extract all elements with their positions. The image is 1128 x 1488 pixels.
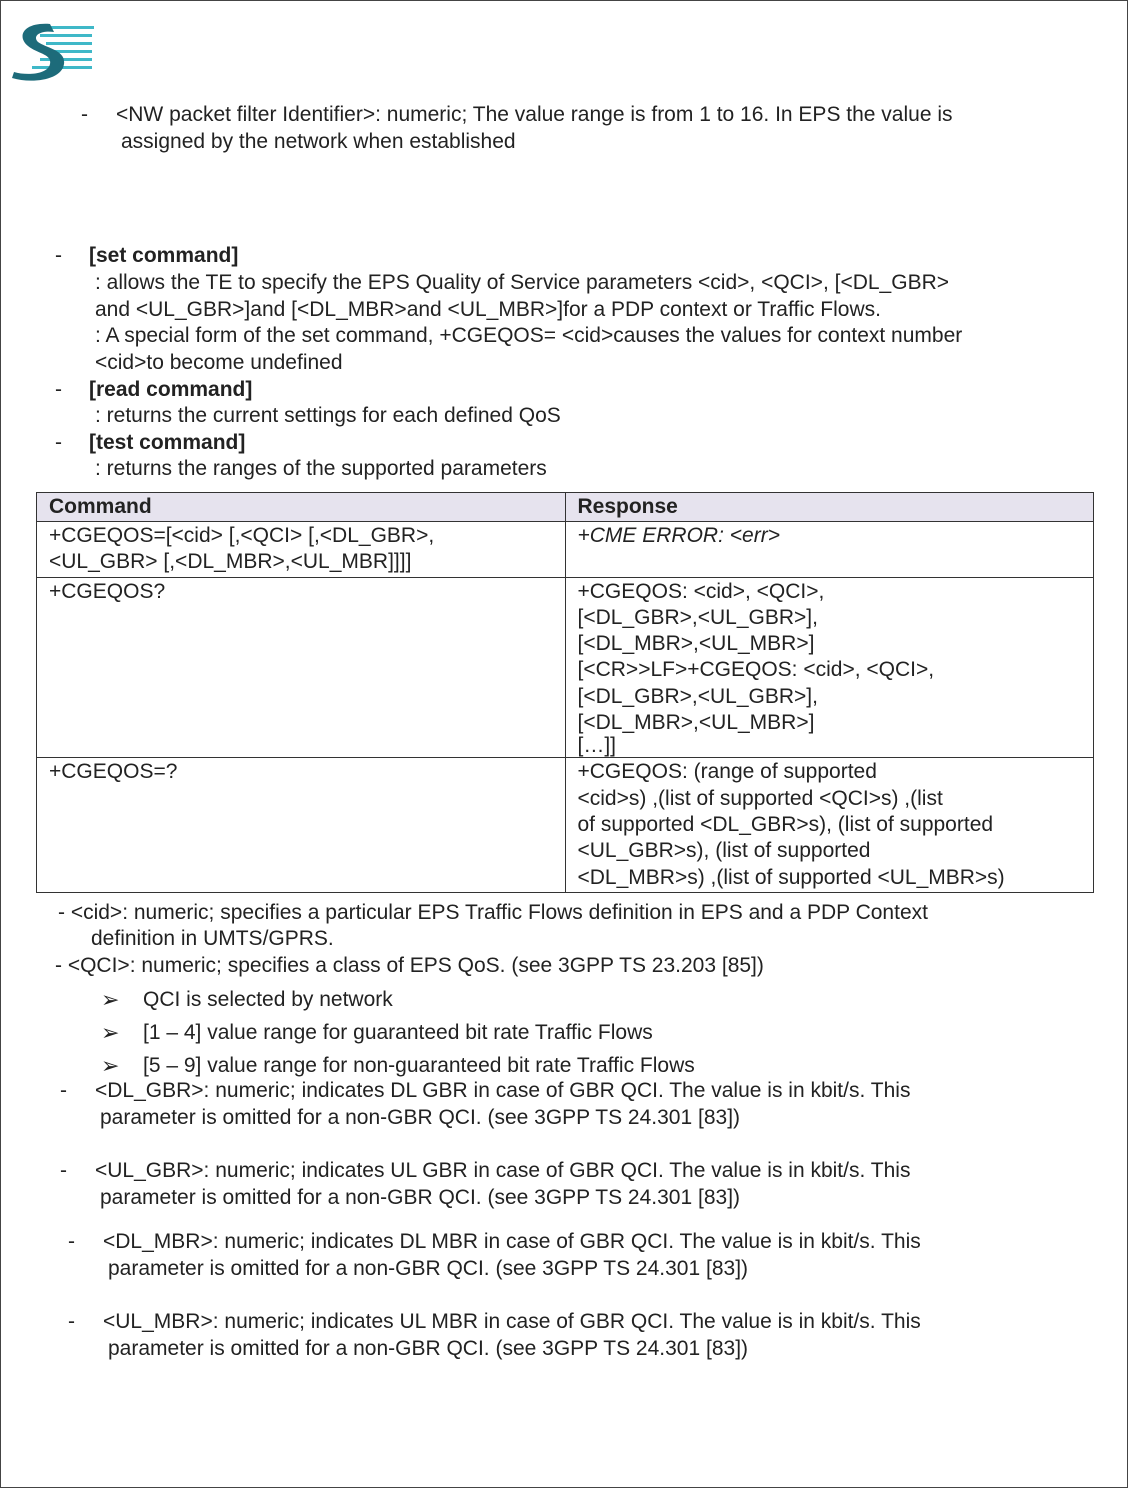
- read-command-line: : returns the current settings for each defined QoS: [95, 404, 561, 427]
- cell-line: +CGEQOS?: [49, 579, 166, 603]
- list-dash: -: [55, 431, 62, 454]
- arrow-bullet-icon: ➢: [101, 1020, 120, 1045]
- set-command-line-1: : allows the TE to specify the EPS Quality of Service parameters <cid>, <QCI>, [<DL_GBR>: [95, 271, 950, 294]
- list-dash: -: [68, 1310, 75, 1333]
- ul-gbr-line-1: <UL_GBR>: numeric; indicates UL GBR in case of GBR QCI. The value is in kbit/s. This: [95, 1159, 911, 1182]
- dl-mbr-line-2: parameter is omitted for a non-GBR QCI. (see 3GPP TS 24.301 [83]): [108, 1257, 749, 1280]
- list-dash: -: [60, 1079, 67, 1102]
- set-command-line-2: and <UL_GBR>]and [<DL_MBR>and <UL_MBR>]for a PDP context or Traffic Flows.: [95, 298, 881, 321]
- list-dash: -: [68, 1230, 75, 1253]
- cell-line: […]]: [577, 734, 617, 758]
- list-dash: -: [55, 378, 62, 401]
- table-row: [37, 522, 1094, 578]
- cell-line: [<DL_GBR>,<UL_GBR>],: [577, 605, 818, 629]
- test-command-line: : returns the ranges of the supported parameters: [95, 457, 547, 480]
- table-header-row: [37, 493, 1094, 522]
- cid-param-line-2: definition in UMTS/GPRS.: [91, 927, 334, 950]
- list-dash: -: [60, 1159, 67, 1182]
- company-s-logo-icon: [10, 20, 96, 88]
- header-command: Command: [37, 493, 566, 522]
- table-row: [37, 758, 1094, 892]
- command-cell: [37, 577, 566, 758]
- qci-bullet-2: [1 – 4] value range for guaranteed bit rate Traffic Flows: [143, 1021, 653, 1044]
- ul-mbr-line-2: parameter is omitted for a non-GBR QCI. (see 3GPP TS 24.301 [83]): [108, 1337, 749, 1360]
- set-command-line-4: <cid>to become undefined: [95, 351, 343, 374]
- dl-gbr-line-1: <DL_GBR>: numeric; indicates DL GBR in case of GBR QCI. The value is in kbit/s. This: [95, 1079, 911, 1102]
- cell-line: +CME ERROR: <err>: [577, 524, 780, 547]
- set-command-title: [set command]: [89, 244, 239, 267]
- cell-line: of supported <DL_GBR>s), (list of supported: [577, 812, 994, 836]
- nw-packet-filter-desc-line-1: <NW packet filter Identifier>: numeric; The value range is from 1 to 16. In EPS the value is: [116, 103, 953, 126]
- ul-mbr-line-1: <UL_MBR>: numeric; indicates UL MBR in case of GBR QCI. The value is in kbit/s. This: [103, 1310, 921, 1333]
- response-cell: [565, 522, 1094, 578]
- header-response: Response: [565, 493, 1094, 522]
- table-row: [37, 577, 1094, 758]
- cell-line: +CGEQOS: <cid>, <QCI>,: [577, 579, 825, 603]
- read-command-title: [read command]: [89, 378, 253, 401]
- qci-bullet-3: [5 – 9] value range for non-guaranteed bit rate Traffic Flows: [143, 1054, 695, 1077]
- cell-line: [<DL_MBR>,<UL_MBR>]: [577, 711, 815, 735]
- cell-line: +CGEQOS: (range of supported: [577, 760, 877, 784]
- qci-bullet-1: QCI is selected by network: [143, 988, 393, 1011]
- dl-mbr-line-1: <DL_MBR>: numeric; indicates DL MBR in case of GBR QCI. The value is in kbit/s. This: [103, 1230, 921, 1253]
- qci-param-line: - <QCI>: numeric; specifies a class of EPS QoS. (see 3GPP TS 23.203 [85]): [55, 954, 764, 977]
- cid-param-line-1: - <cid>: numeric; specifies a particular EPS Traffic Flows definition in EPS and a PDP Context: [58, 901, 928, 924]
- dl-gbr-line-2: parameter is omitted for a non-GBR QCI. (see 3GPP TS 24.301 [83]): [100, 1106, 741, 1129]
- list-dash: -: [81, 103, 88, 126]
- cell-line: +CGEQOS=?: [49, 760, 178, 784]
- list-dash: -: [55, 244, 62, 267]
- cell-line: <DL_MBR>s) ,(list of supported <UL_MBR>s): [577, 865, 1005, 889]
- nw-packet-filter-desc-line-2: assigned by the network when established: [121, 130, 516, 153]
- response-cell: [565, 758, 1094, 892]
- cell-line: <UL_GBR>s), (list of supported: [577, 839, 871, 863]
- ul-gbr-line-2: parameter is omitted for a non-GBR QCI. (see 3GPP TS 24.301 [83]): [100, 1186, 741, 1209]
- cell-line: [<CR>>LF>+CGEQOS: <cid>, <QCI>,: [577, 658, 935, 682]
- cell-line: [<DL_MBR>,<UL_MBR>]: [577, 632, 815, 656]
- test-command-title: [test command]: [89, 431, 246, 454]
- command-cell: [37, 758, 566, 892]
- command-response-table: [36, 492, 1094, 893]
- arrow-bullet-icon: ➢: [101, 987, 120, 1012]
- cell-line: +CGEQOS=[<cid> [,<QCI> [,<DL_GBR>,: [49, 524, 435, 547]
- command-cell: [37, 522, 566, 578]
- response-cell: [565, 577, 1094, 758]
- cell-line: <cid>s) ,(list of supported <QCI>s) ,(list: [577, 786, 943, 810]
- cell-line: <UL_GBR> [,<DL_MBR>,<UL_MBR]]]]: [49, 550, 412, 574]
- cell-line: [<DL_GBR>,<UL_GBR>],: [577, 684, 818, 708]
- set-command-line-3: : A special form of the set command, +CGEQOS= <cid>causes the values for context number: [95, 324, 963, 347]
- arrow-bullet-icon: ➢: [101, 1053, 120, 1078]
